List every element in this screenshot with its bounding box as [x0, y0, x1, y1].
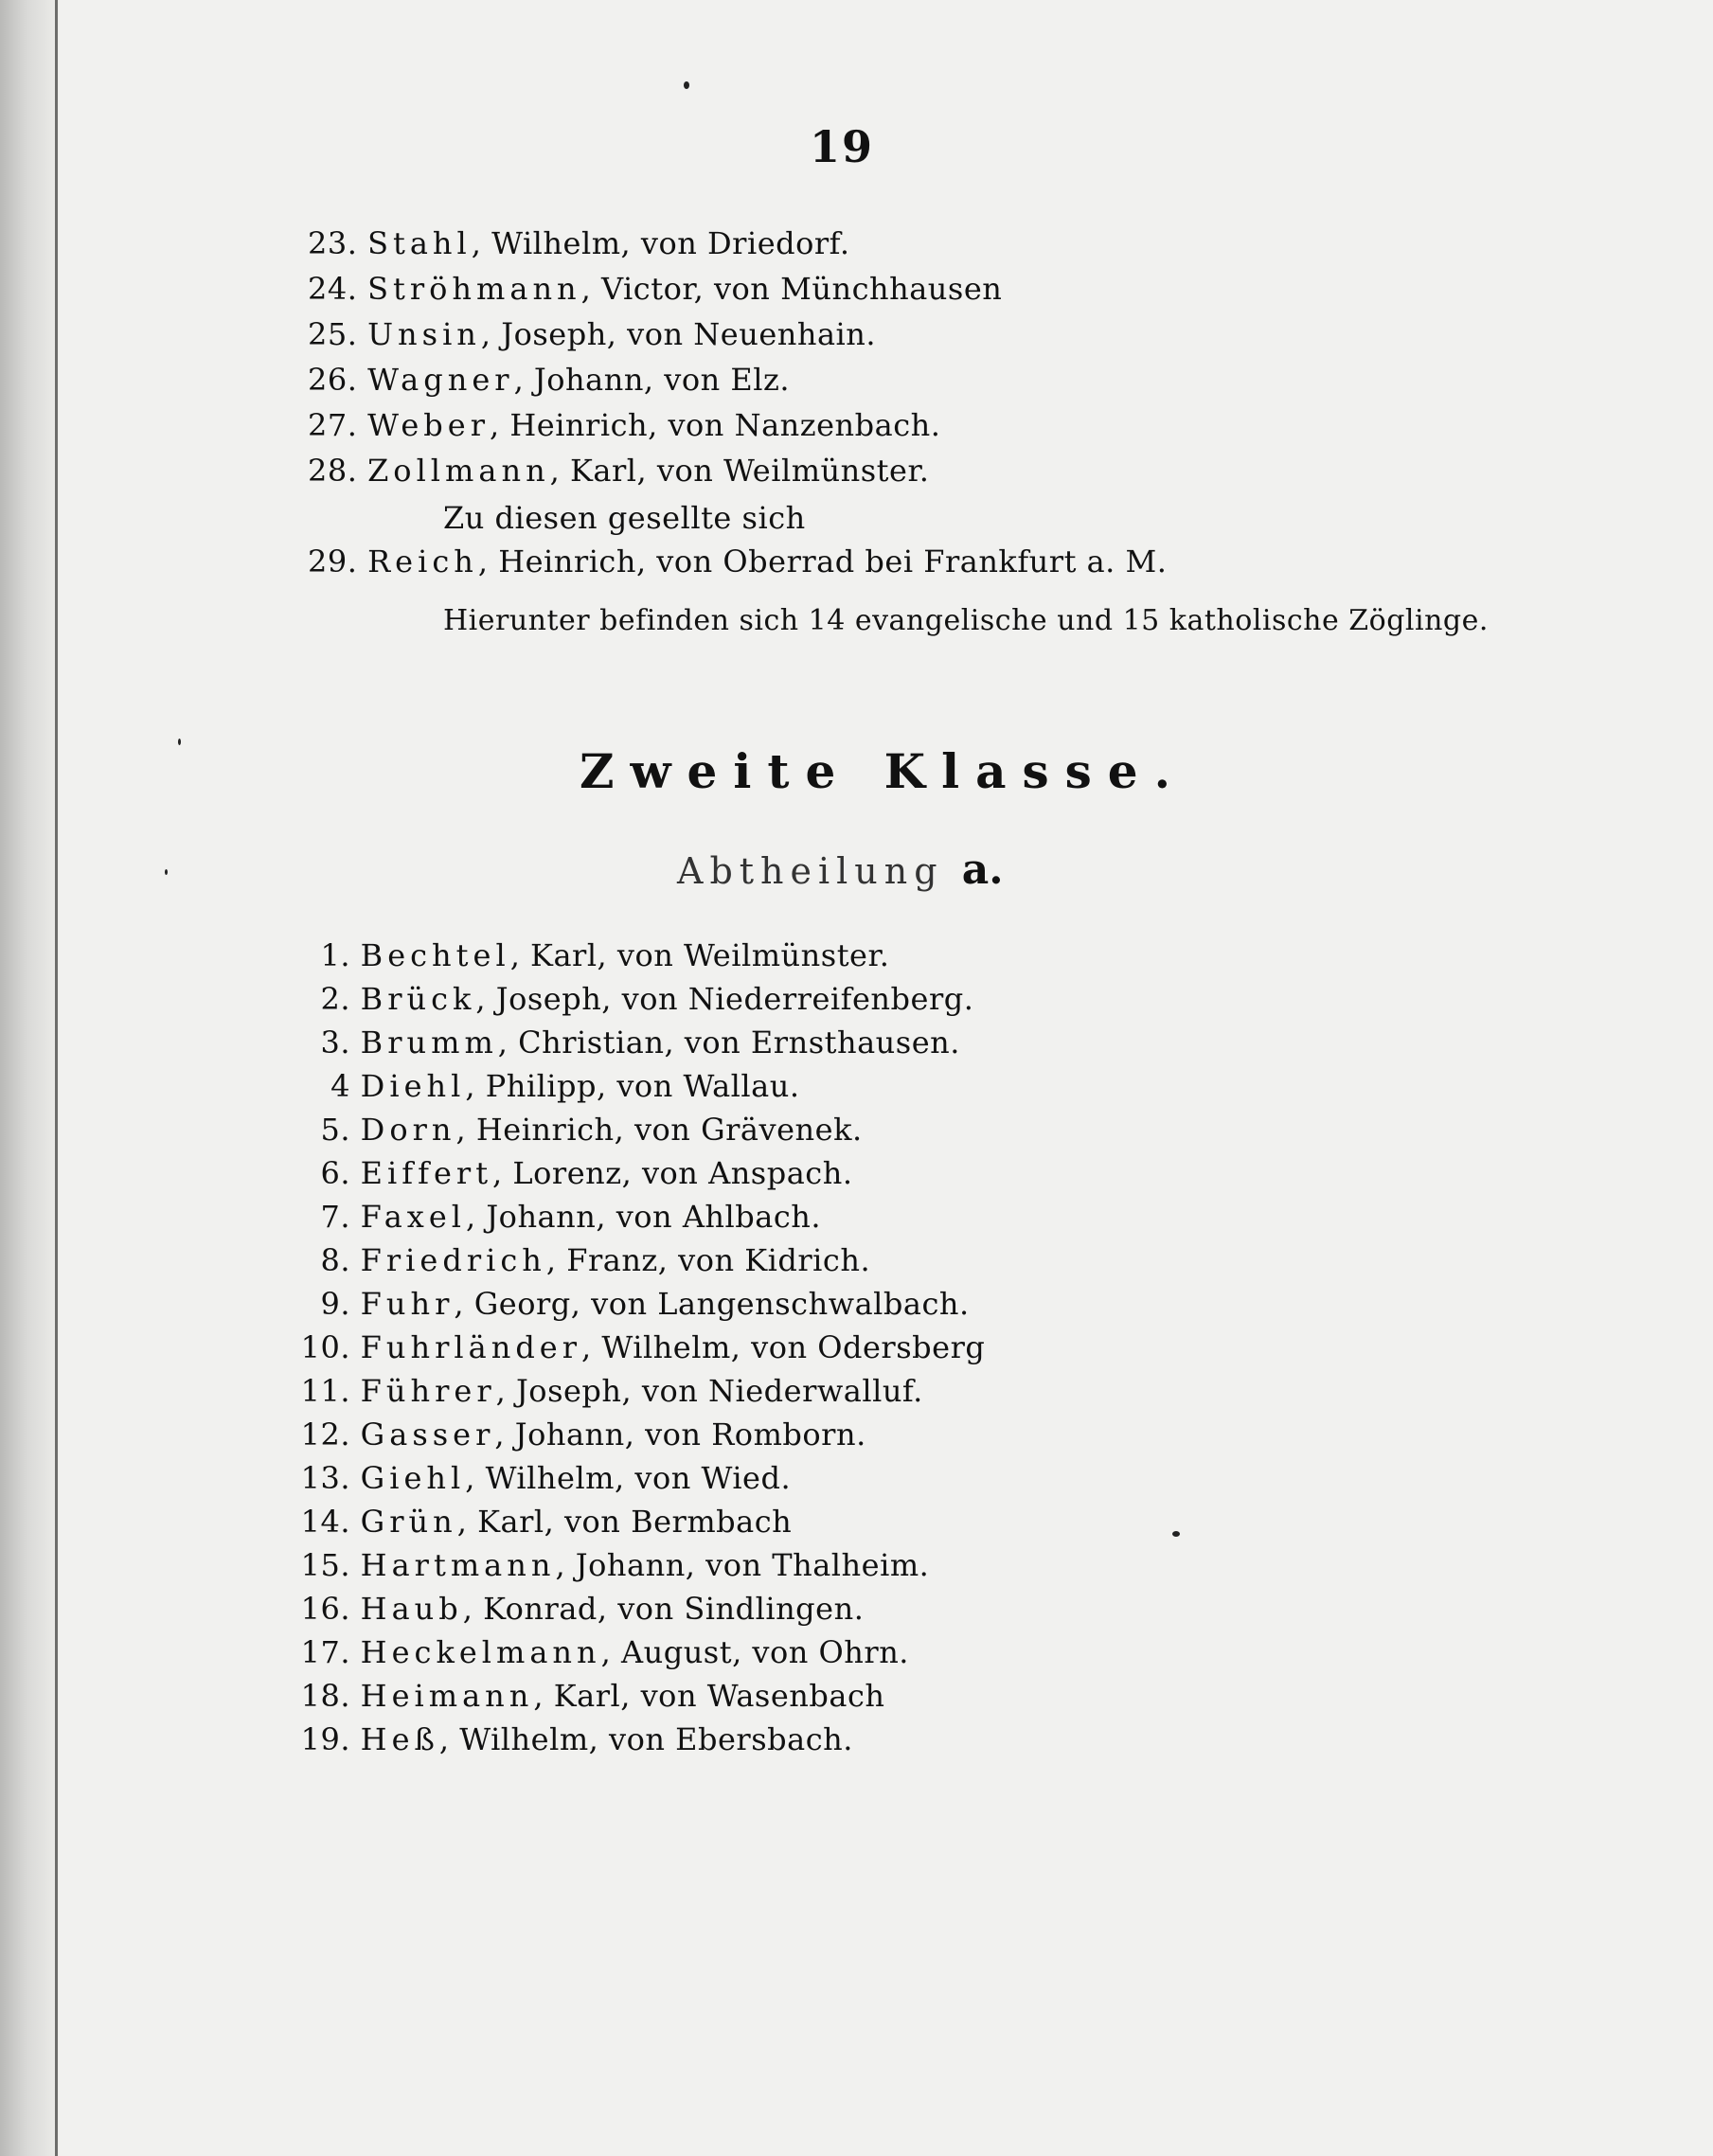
student-entry [294, 1199, 821, 1235]
student-entry [308, 316, 876, 352]
print-speck [165, 869, 168, 875]
entry-number: 14. [300, 1504, 350, 1540]
student-entry [294, 1504, 792, 1540]
entry-details: , Wilhelm, von Odersberg [581, 1329, 986, 1365]
entry-surname: Unsin [367, 316, 481, 352]
entry-number: 2. [320, 981, 350, 1017]
entry-surname: Stahl [367, 225, 472, 261]
entry-number: 5. [320, 1112, 350, 1148]
student-entry [308, 543, 1167, 579]
entry-number: 24. [308, 271, 358, 307]
print-speck [1172, 1531, 1180, 1537]
student-entry [308, 362, 790, 398]
entry-number: 15. [300, 1547, 350, 1583]
entry-number: 19. [300, 1721, 350, 1757]
entry-details: , Johann, von Ahlbach. [466, 1199, 822, 1235]
entry-surname: Heß [360, 1721, 439, 1757]
student-entry [308, 453, 929, 489]
entry-details: , Joseph, von Niederwalluf. [495, 1373, 923, 1409]
student-entry [294, 1460, 791, 1496]
entry-number: 10. [300, 1329, 350, 1365]
entry-number: 28. [308, 453, 358, 489]
entry-number: 27. [308, 407, 358, 443]
entry-surname: Fuhr [360, 1286, 455, 1322]
subsection-title [677, 846, 1004, 894]
entry-surname: Gasser [360, 1417, 495, 1452]
entry-details: , Karl, von Wasenbach [533, 1678, 885, 1714]
entry-surname: Friedrich [360, 1242, 546, 1278]
entry-details: , Joseph, von Niederreifenberg. [475, 981, 974, 1017]
student-entry [294, 1373, 923, 1409]
student-entry [294, 1721, 853, 1757]
entry-number: 18. [300, 1678, 350, 1714]
entry-number: 29. [308, 543, 358, 579]
student-entry [294, 1112, 863, 1148]
entry-surname: Eiffert [360, 1155, 493, 1191]
entry-details: , Karl, von Weilmünster. [509, 937, 890, 973]
entry-details: , Johann, von Thalheim. [555, 1547, 930, 1583]
entry-details: , August, von Ohrn. [600, 1634, 909, 1670]
entry-number: 16. [300, 1591, 350, 1627]
entry-number: 8. [320, 1242, 350, 1278]
print-speck [684, 81, 689, 89]
entry-details: , Karl, von Bermbach [456, 1504, 793, 1540]
section-title: Zweite Klasse. [580, 743, 1187, 799]
entry-surname: Dorn [360, 1112, 456, 1148]
entry-surname: Führer [360, 1373, 496, 1409]
entry-number: 9. [320, 1286, 350, 1322]
entry-details: , Karl, von Weilmünster. [549, 453, 930, 489]
page-edge-line [55, 0, 58, 2156]
entry-details: , Wilhelm, von Ebersbach. [438, 1721, 853, 1757]
entry-number: 4 [330, 1068, 350, 1104]
entry-surname: Reich [367, 543, 478, 579]
entry-number: 7. [320, 1199, 350, 1235]
student-entry [294, 1547, 929, 1583]
entry-surname: Zollmann [367, 453, 550, 489]
entry-surname: Giehl [360, 1460, 466, 1496]
student-entry [308, 225, 850, 261]
entry-surname: Diehl [360, 1068, 466, 1104]
page-number: 19 [810, 121, 875, 172]
entry-surname: Heckelmann [360, 1634, 601, 1670]
student-entry [294, 1591, 864, 1627]
entry-surname: Weber [367, 407, 490, 443]
entry-details: , Heinrich, von Grävenek. [455, 1112, 863, 1148]
student-entry [308, 407, 940, 443]
entry-details: , Wilhelm, von Wied. [465, 1460, 792, 1496]
entry-number: 6. [320, 1155, 350, 1191]
entry-details: , Philipp, von Wallau. [465, 1068, 800, 1104]
entry-surname: Brück [360, 981, 476, 1017]
entry-surname: Bechtel [360, 937, 510, 973]
entry-number: 11. [300, 1373, 350, 1409]
entry-details: , Franz, von Kidrich. [545, 1242, 871, 1278]
subsection-letter: a. [961, 846, 1004, 894]
student-entry [294, 981, 973, 1017]
entry-number: 25. [308, 316, 358, 352]
summary-line: Hierunter befinden sich 14 evangelische und 15 katholische Zöglinge. [443, 604, 1489, 637]
entry-number: 17. [300, 1634, 350, 1670]
student-entry [308, 271, 1002, 307]
entry-details: , Christian, von Ernsthausen. [497, 1025, 960, 1060]
print-speck [178, 739, 181, 745]
entry-details: , Johann, von Romborn. [494, 1417, 866, 1452]
entry-surname: Hartmann [360, 1547, 556, 1583]
entry-number: 23. [308, 225, 358, 261]
entry-surname: Heimann [360, 1678, 534, 1714]
page-gutter-shadow [0, 0, 59, 2156]
entry-surname: Haub [360, 1591, 463, 1627]
entry-number: 1. [320, 937, 350, 973]
entry-details: , Wilhelm, von Driedorf. [471, 225, 850, 261]
entry-details: , Lorenz, von Anspach. [492, 1155, 853, 1191]
entry-details: , Joseph, von Neuenhain. [480, 316, 877, 352]
entry-surname: Wagner [367, 362, 514, 398]
student-entry [294, 1329, 985, 1365]
student-entry [294, 1678, 884, 1714]
entry-details: , Heinrich, von Oberrad bei Frankfurt a. M. [477, 543, 1168, 579]
entry-details: , Konrad, von Sindlingen. [462, 1591, 865, 1627]
student-entry [294, 1155, 852, 1191]
entry-number: 3. [320, 1025, 350, 1060]
addition-note: Zu diesen gesellte sich [443, 500, 806, 536]
subsection-label: Abtheilung [677, 850, 944, 892]
student-entry [294, 1286, 970, 1322]
student-entry [294, 1242, 870, 1278]
entry-details: , Georg, von Langenschwalbach. [454, 1286, 970, 1322]
student-entry [294, 1417, 866, 1452]
entry-number: 26. [308, 362, 358, 398]
student-entry [294, 1025, 960, 1060]
entry-surname: Ströhmann [367, 271, 581, 307]
entry-details: , Johann, von Elz. [513, 362, 791, 398]
entry-surname: Brumm [360, 1025, 498, 1060]
entry-details: , Victor, von Münchhausen [580, 271, 1003, 307]
entry-number: 13. [300, 1460, 350, 1496]
entry-surname: Grün [360, 1504, 457, 1540]
student-entry [294, 1634, 909, 1670]
entry-surname: Faxel [360, 1199, 466, 1235]
entry-number: 12. [300, 1417, 350, 1452]
entry-details: , Heinrich, von Nanzenbach. [490, 407, 941, 443]
entry-surname: Fuhrländer [360, 1329, 582, 1365]
student-entry [294, 1068, 799, 1104]
student-entry [294, 937, 889, 973]
